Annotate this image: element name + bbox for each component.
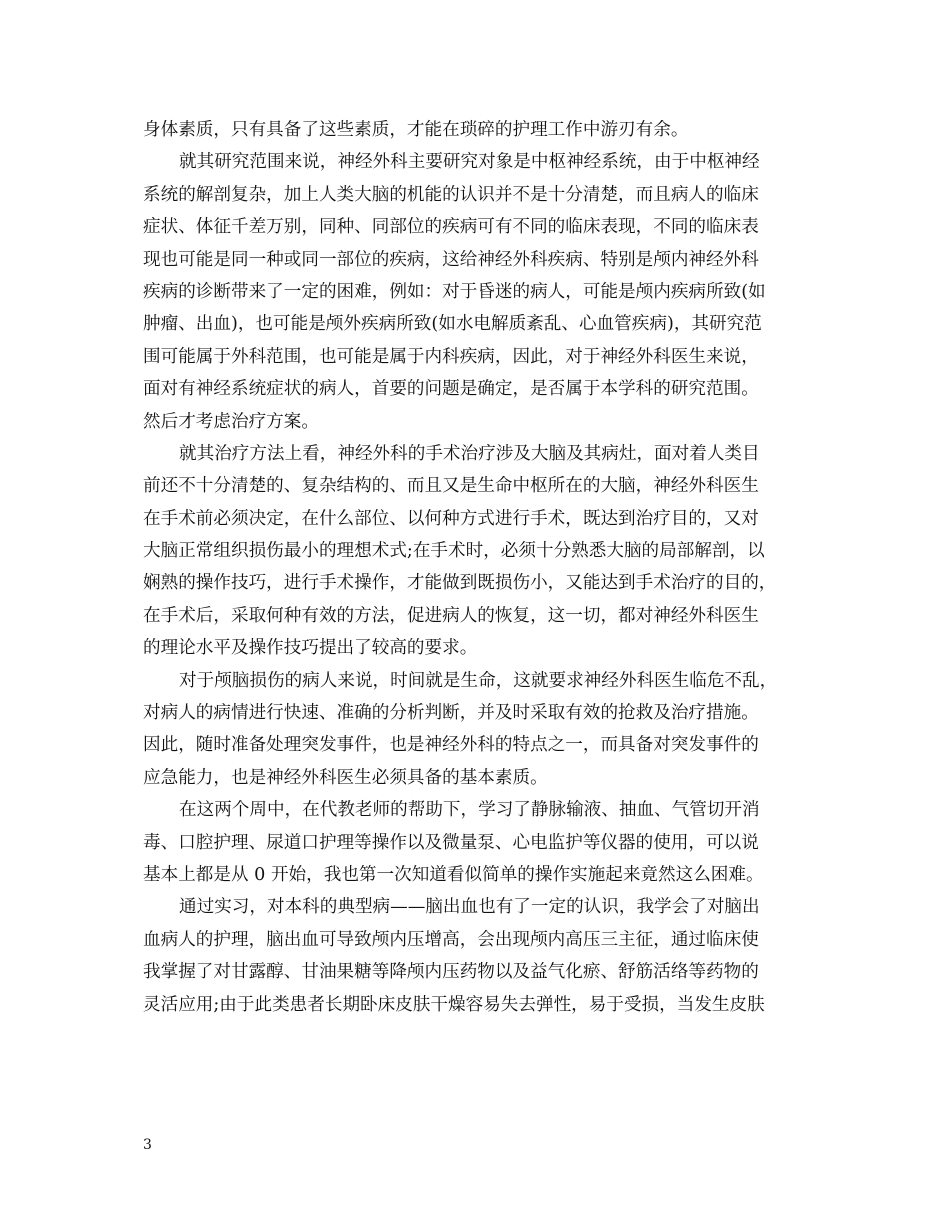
paragraph-first-line: 通过实习，对本科的典型病——脑出血也有了一定的认识，我学会了对脑出 (179, 897, 760, 918)
text-line: 疾病的诊断带来了一定的困难，例如：对于昏迷的病人，可能是颅内疾病所致(如 (143, 281, 766, 302)
paragraph-first-line: 对于颅脑损伤的病人来说，时间就是生命，这就要求神经外科医生临危不乱， (179, 670, 778, 691)
text-line: 肿瘤、出血)，也可能是颅外疾病所致(如水电解质紊乱、心血管疾病)，其研究范 (143, 314, 762, 335)
text-line: 前还不十分清楚的、复杂结构的、而且又是生命中枢所在的大脑，神经外科医生 (143, 476, 759, 497)
text-line: 身体素质，只有具备了这些素质，才能在琐碎的护理工作中游刃有余。 (143, 120, 689, 140)
text-line: 我掌握了对甘露醇、甘油果糖等降颅内压药物以及益气化瘀、舒筋活络等药物的 (143, 962, 759, 983)
text-line: 血病人的护理，脑出血可导致颅内压增高，会出现颅内高压三主征，通过临床使 (143, 929, 759, 950)
text-line: 的理论水平及操作技巧提出了较高的要求。 (143, 638, 478, 659)
text-line: 娴熟的操作技巧，进行手术操作，才能做到既损伤小，又能达到手术治疗的目的， (143, 573, 777, 594)
text-line: 系统的解剖复杂，加上人类大脑的机能的认识并不是十分清楚，而且病人的临床 (143, 184, 759, 205)
text-line: 对病人的病情进行快速、准确的分析判断，并及时采取有效的抢救及治疗措施。 (143, 703, 759, 724)
text-line: 应急能力，也是神经外科医生必须具备的基本素质。 (143, 767, 548, 788)
body-text (143, 114, 819, 1021)
text-line: 在手术前必须决定，在什么部位、以何种方式进行手术，既达到治疗目的，又对 (143, 508, 759, 529)
text-line: 因此，随时准备处理突发事件，也是神经外科的特点之一，而具备对突发事件的 (143, 735, 759, 756)
paragraph-first-line: 在这两个周中，在代教老师的帮助下，学习了静脉输液、抽血、气管切开消 (179, 800, 760, 821)
paragraph-first-line: 就其治疗方法上看，神经外科的手术治疗涉及大脑及其病灶，面对着人类目 (179, 443, 760, 464)
text-line: 在手术后，采取何种有效的方法，促进病人的恢复，这一切，都对神经外科医生 (143, 605, 759, 626)
paragraph-first-line: 就其研究范围来说，神经外科主要研究对象是中枢神经系统，由于中枢神经 (179, 152, 760, 173)
text-line: 围可能属于外科范围，也可能是属于内科疾病，因此，对于神经外科医生来说， (143, 346, 759, 367)
text-line: 大脑正常组织损伤最小的理想术式;在手术时，必须十分熟悉大脑的局部解剖，以 (143, 541, 765, 562)
page-number: 3 (143, 1137, 152, 1153)
text-line: 基本上都是从 0 开始，我也第一次知道看似简单的操作实施起来竟然这么困难。 (143, 864, 764, 885)
text-line: 现也可能是同一种或同一部位的疾病，这给神经外科疾病、特别是颅内神经外科 (143, 249, 759, 270)
text-line: 毒、口腔护理、尿道口护理等操作以及微量泵、心电监护等仪器的使用，可以说 (143, 832, 759, 853)
text-line: 症状、体征千差万别，同种、同部位的疾病可有不同的临床表现，不同的临床表 (143, 217, 759, 238)
text-line: 面对有神经系统症状的病人，首要的问题是确定，是否属于本学科的研究范围。 (143, 379, 759, 400)
text-line: 然后才考虑治疗方案。 (143, 411, 319, 432)
text-line: 灵活应用;由于此类患者长期卧床皮肤干燥容易失去弹性，易于受损，当发生皮肤 (143, 994, 765, 1015)
